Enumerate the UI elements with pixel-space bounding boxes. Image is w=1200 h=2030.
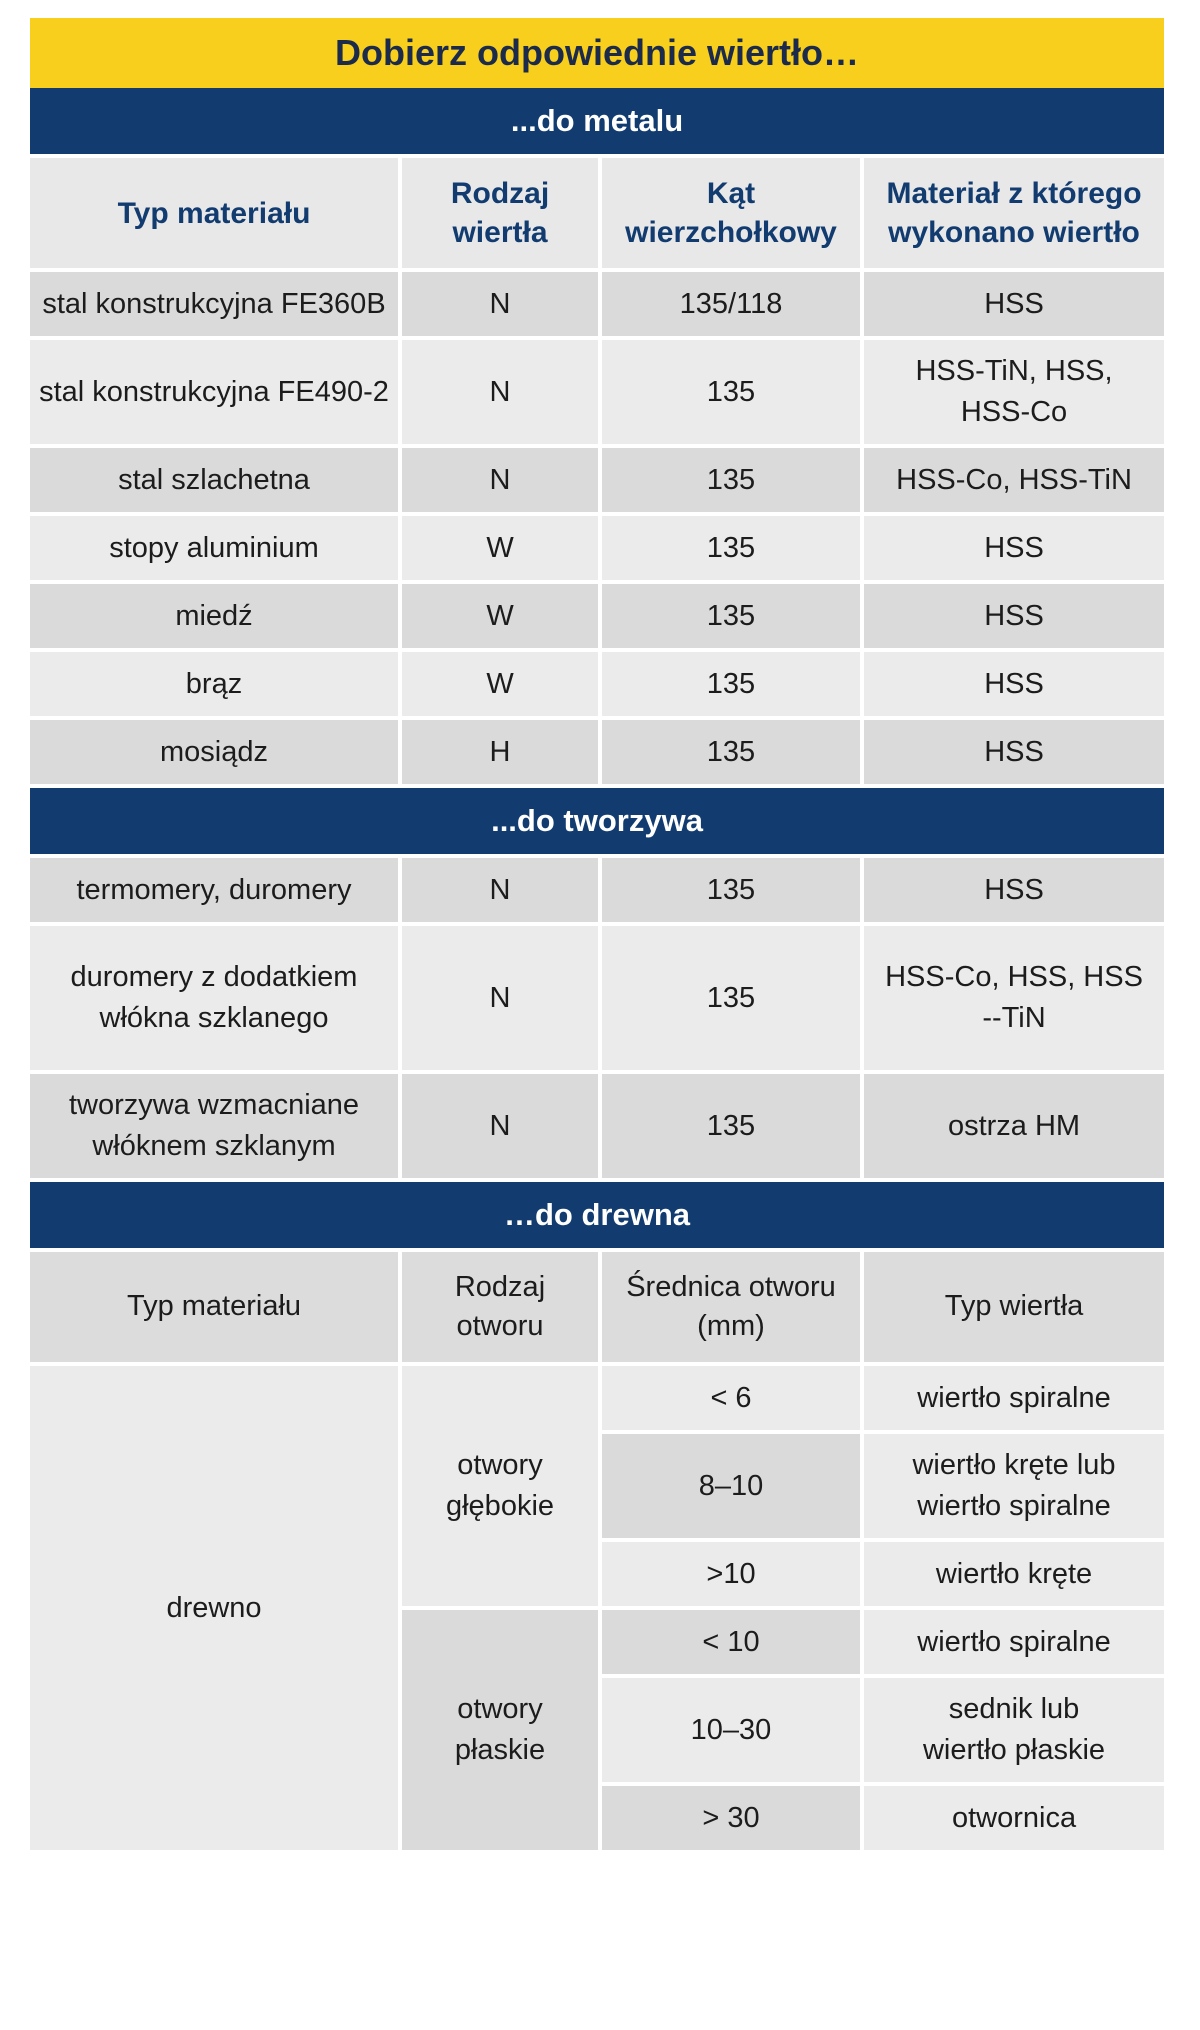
section-metal-header: ...do metalu	[30, 88, 1164, 158]
cell-material: stal konstrukcyjna FE490-2	[30, 340, 402, 448]
table-row	[30, 1074, 1164, 1182]
table-row	[30, 858, 1164, 926]
cell-drill-kind: N	[402, 858, 602, 926]
cell-drill-type: wiertło spiralne	[864, 1366, 1164, 1434]
col-header-hole-kind: Rodzaj otworu	[402, 1252, 602, 1366]
cell-drill-material: ostrza HM	[864, 1074, 1164, 1182]
col-header-material-type: Typ materiału	[30, 158, 402, 272]
cell-material: duromery z dodatkiem włókna szklanego	[30, 926, 402, 1074]
cell-material: stopy aluminium	[30, 516, 402, 584]
cell-hole-type-deep: otwory głębokie	[402, 1366, 602, 1610]
section-wood-header: …do drewna	[30, 1182, 1164, 1252]
cell-material: tworzywa wzmacniane włóknem szklanym	[30, 1074, 402, 1182]
table-row	[30, 926, 1164, 1074]
cell-drill-type: sednik lub wiertło płaskie	[864, 1678, 1164, 1786]
drill-table	[30, 18, 1164, 1854]
section-plastic-header: ...do tworzywa	[30, 788, 1164, 858]
table-row	[30, 584, 1164, 652]
cell-material: stal szlachetna	[30, 448, 402, 516]
table-row	[30, 340, 1164, 448]
cell-diameter: > 30	[602, 1786, 864, 1854]
col-header-hole-diameter: Średnica otworu (mm)	[602, 1252, 864, 1366]
cell-drill-material: HSS-TiN, HSS, HSS-Co	[864, 340, 1164, 448]
cell-angle: 135	[602, 926, 864, 1074]
cell-diameter: 8–10	[602, 1434, 864, 1542]
cell-material: miedź	[30, 584, 402, 652]
cell-angle: 135	[602, 652, 864, 720]
metal-column-headers	[30, 158, 1164, 272]
cell-diameter: < 10	[602, 1610, 864, 1678]
cell-angle: 135	[602, 1074, 864, 1182]
cell-drill-material: HSS	[864, 272, 1164, 340]
cell-angle: 135	[602, 584, 864, 652]
cell-drill-kind: N	[402, 448, 602, 516]
table-row	[30, 720, 1164, 788]
cell-drill-kind: N	[402, 1074, 602, 1182]
cell-angle: 135	[602, 516, 864, 584]
cell-material: brąz	[30, 652, 402, 720]
cell-drill-kind: W	[402, 584, 602, 652]
table-row	[30, 652, 1164, 720]
cell-diameter: >10	[602, 1542, 864, 1610]
col-header-drill-type: Typ wiertła	[864, 1252, 1164, 1366]
cell-angle: 135	[602, 448, 864, 516]
cell-drill-material: HSS-Co, HSS-TiN	[864, 448, 1164, 516]
cell-drill-type: wiertło spiralne	[864, 1610, 1164, 1678]
drill-selection-table	[30, 18, 1164, 1854]
col-header-drill-material: Materiał z którego wykonano wiertło	[864, 158, 1164, 272]
cell-drill-material: HSS-Co, HSS, HSS--TiN	[864, 926, 1164, 1074]
cell-drill-kind: N	[402, 272, 602, 340]
cell-drill-material: HSS	[864, 858, 1164, 926]
cell-drill-material: HSS	[864, 720, 1164, 788]
cell-drill-kind: W	[402, 652, 602, 720]
cell-material: mosiądz	[30, 720, 402, 788]
cell-drill-type: wiertło kręte lub wiertło spiralne	[864, 1434, 1164, 1542]
cell-drill-kind: N	[402, 926, 602, 1074]
cell-angle: 135	[602, 720, 864, 788]
cell-angle: 135/118	[602, 272, 864, 340]
table-title: Dobierz odpowiednie wiertło…	[30, 18, 1164, 88]
cell-material: termomery, duromery	[30, 858, 402, 926]
cell-drill-material: HSS	[864, 516, 1164, 584]
cell-hole-type-flat: otwory płaskie	[402, 1610, 602, 1854]
cell-drill-kind: W	[402, 516, 602, 584]
table-row	[30, 516, 1164, 584]
cell-material: stal konstrukcyjna FE360B	[30, 272, 402, 340]
cell-drill-kind: N	[402, 340, 602, 448]
wood-column-headers	[30, 1252, 1164, 1366]
cell-angle: 135	[602, 340, 864, 448]
cell-drill-type: wiertło kręte	[864, 1542, 1164, 1610]
table-row	[30, 1366, 1164, 1434]
col-header-material-type: Typ materiału	[30, 1252, 402, 1366]
table-row	[30, 448, 1164, 516]
cell-drill-material: HSS	[864, 652, 1164, 720]
cell-material-wood: drewno	[30, 1366, 402, 1854]
cell-angle: 135	[602, 858, 864, 926]
cell-diameter: < 6	[602, 1366, 864, 1434]
cell-drill-material: HSS	[864, 584, 1164, 652]
col-header-drill-kind: Rodzaj wiertła	[402, 158, 602, 272]
col-header-point-angle: Kąt wierzchołkowy	[602, 158, 864, 272]
cell-drill-type: otwornica	[864, 1786, 1164, 1854]
cell-drill-kind: H	[402, 720, 602, 788]
table-row	[30, 272, 1164, 340]
cell-diameter: 10–30	[602, 1678, 864, 1786]
